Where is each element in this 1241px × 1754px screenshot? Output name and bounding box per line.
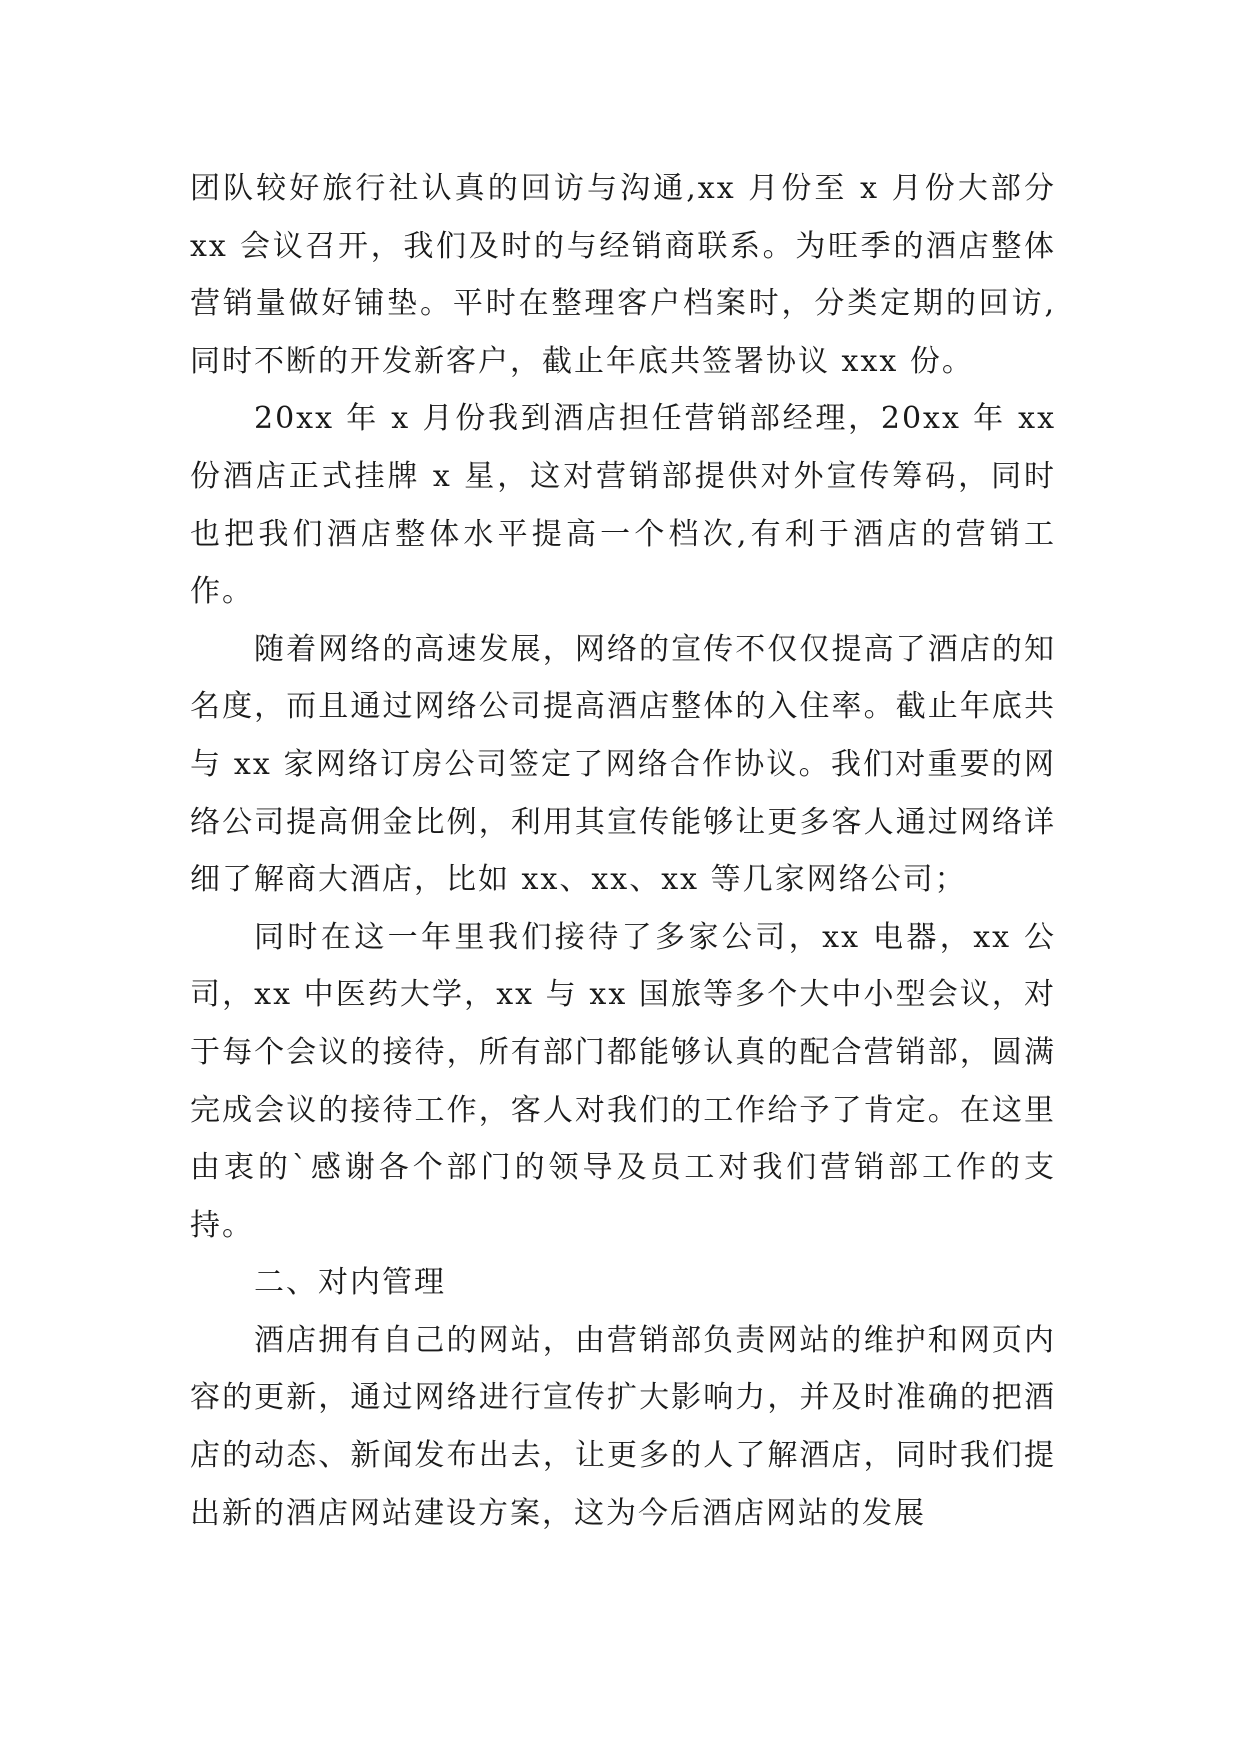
section-heading: 二、对内管理 bbox=[254, 1265, 446, 1301]
paragraph: 20xx 年 x 月份我到酒店担任营销部经理，20xx 年 xx 份酒店正式挂牌 x 星，这对营销部提供对外宣传筹码，同时也把我们酒店整体水平提高一个档次,有利于酒店的营销工作。 bbox=[190, 401, 1056, 610]
paragraph: 同时在这一年里我们接待了多家公司，xx 电器，xx 公司，xx 中医药大学，xx 与 xx 国旅等多个大中小型会议，对于每个会议的接待，所有部门都能够认真的配合营销部，圆满完成会议的接待工作，客人对我们的工作给予了肯定。在这里由衷的`感谢各个部门的领导及员工对我们营销部工作的支持。 bbox=[190, 919, 1056, 1243]
paragraph: 酒店拥有自己的网站，由营销部负责网站的维护和网页内容的更新，通过网络进行宣传扩大影响力，并及时准确的把酒店的动态、新闻发布出去，让更多的人了解酒店，同时我们提出新的酒店网站建设方案，这为今后酒店网站的发展 bbox=[190, 1322, 1056, 1531]
paragraph: 随着网络的高速发展，网络的宣传不仅仅提高了酒店的知名度，而且通过网络公司提高酒店整体的入住率。截止年底共与 xx 家网络订房公司签定了网络合作协议。我们对重要的网络公司提高佣金比例，利用其宣传能够让更多客人通过网络详细了解商大酒店，比如 xx、xx、xx 等几家网络公司； bbox=[190, 631, 1056, 898]
document-body bbox=[190, 160, 1056, 1542]
paragraph-continued: 团队较好旅行社认真的回访与沟通,xx 月份至 x 月份大部分 xx 会议召开，我们及时的与经销商联系。为旺季的酒店整体营销量做好铺垫。平时在整理客户档案时，分类定期的回访,同时不断的开发新客户，截止年底共签署协议 xxx 份。 bbox=[190, 171, 1056, 379]
